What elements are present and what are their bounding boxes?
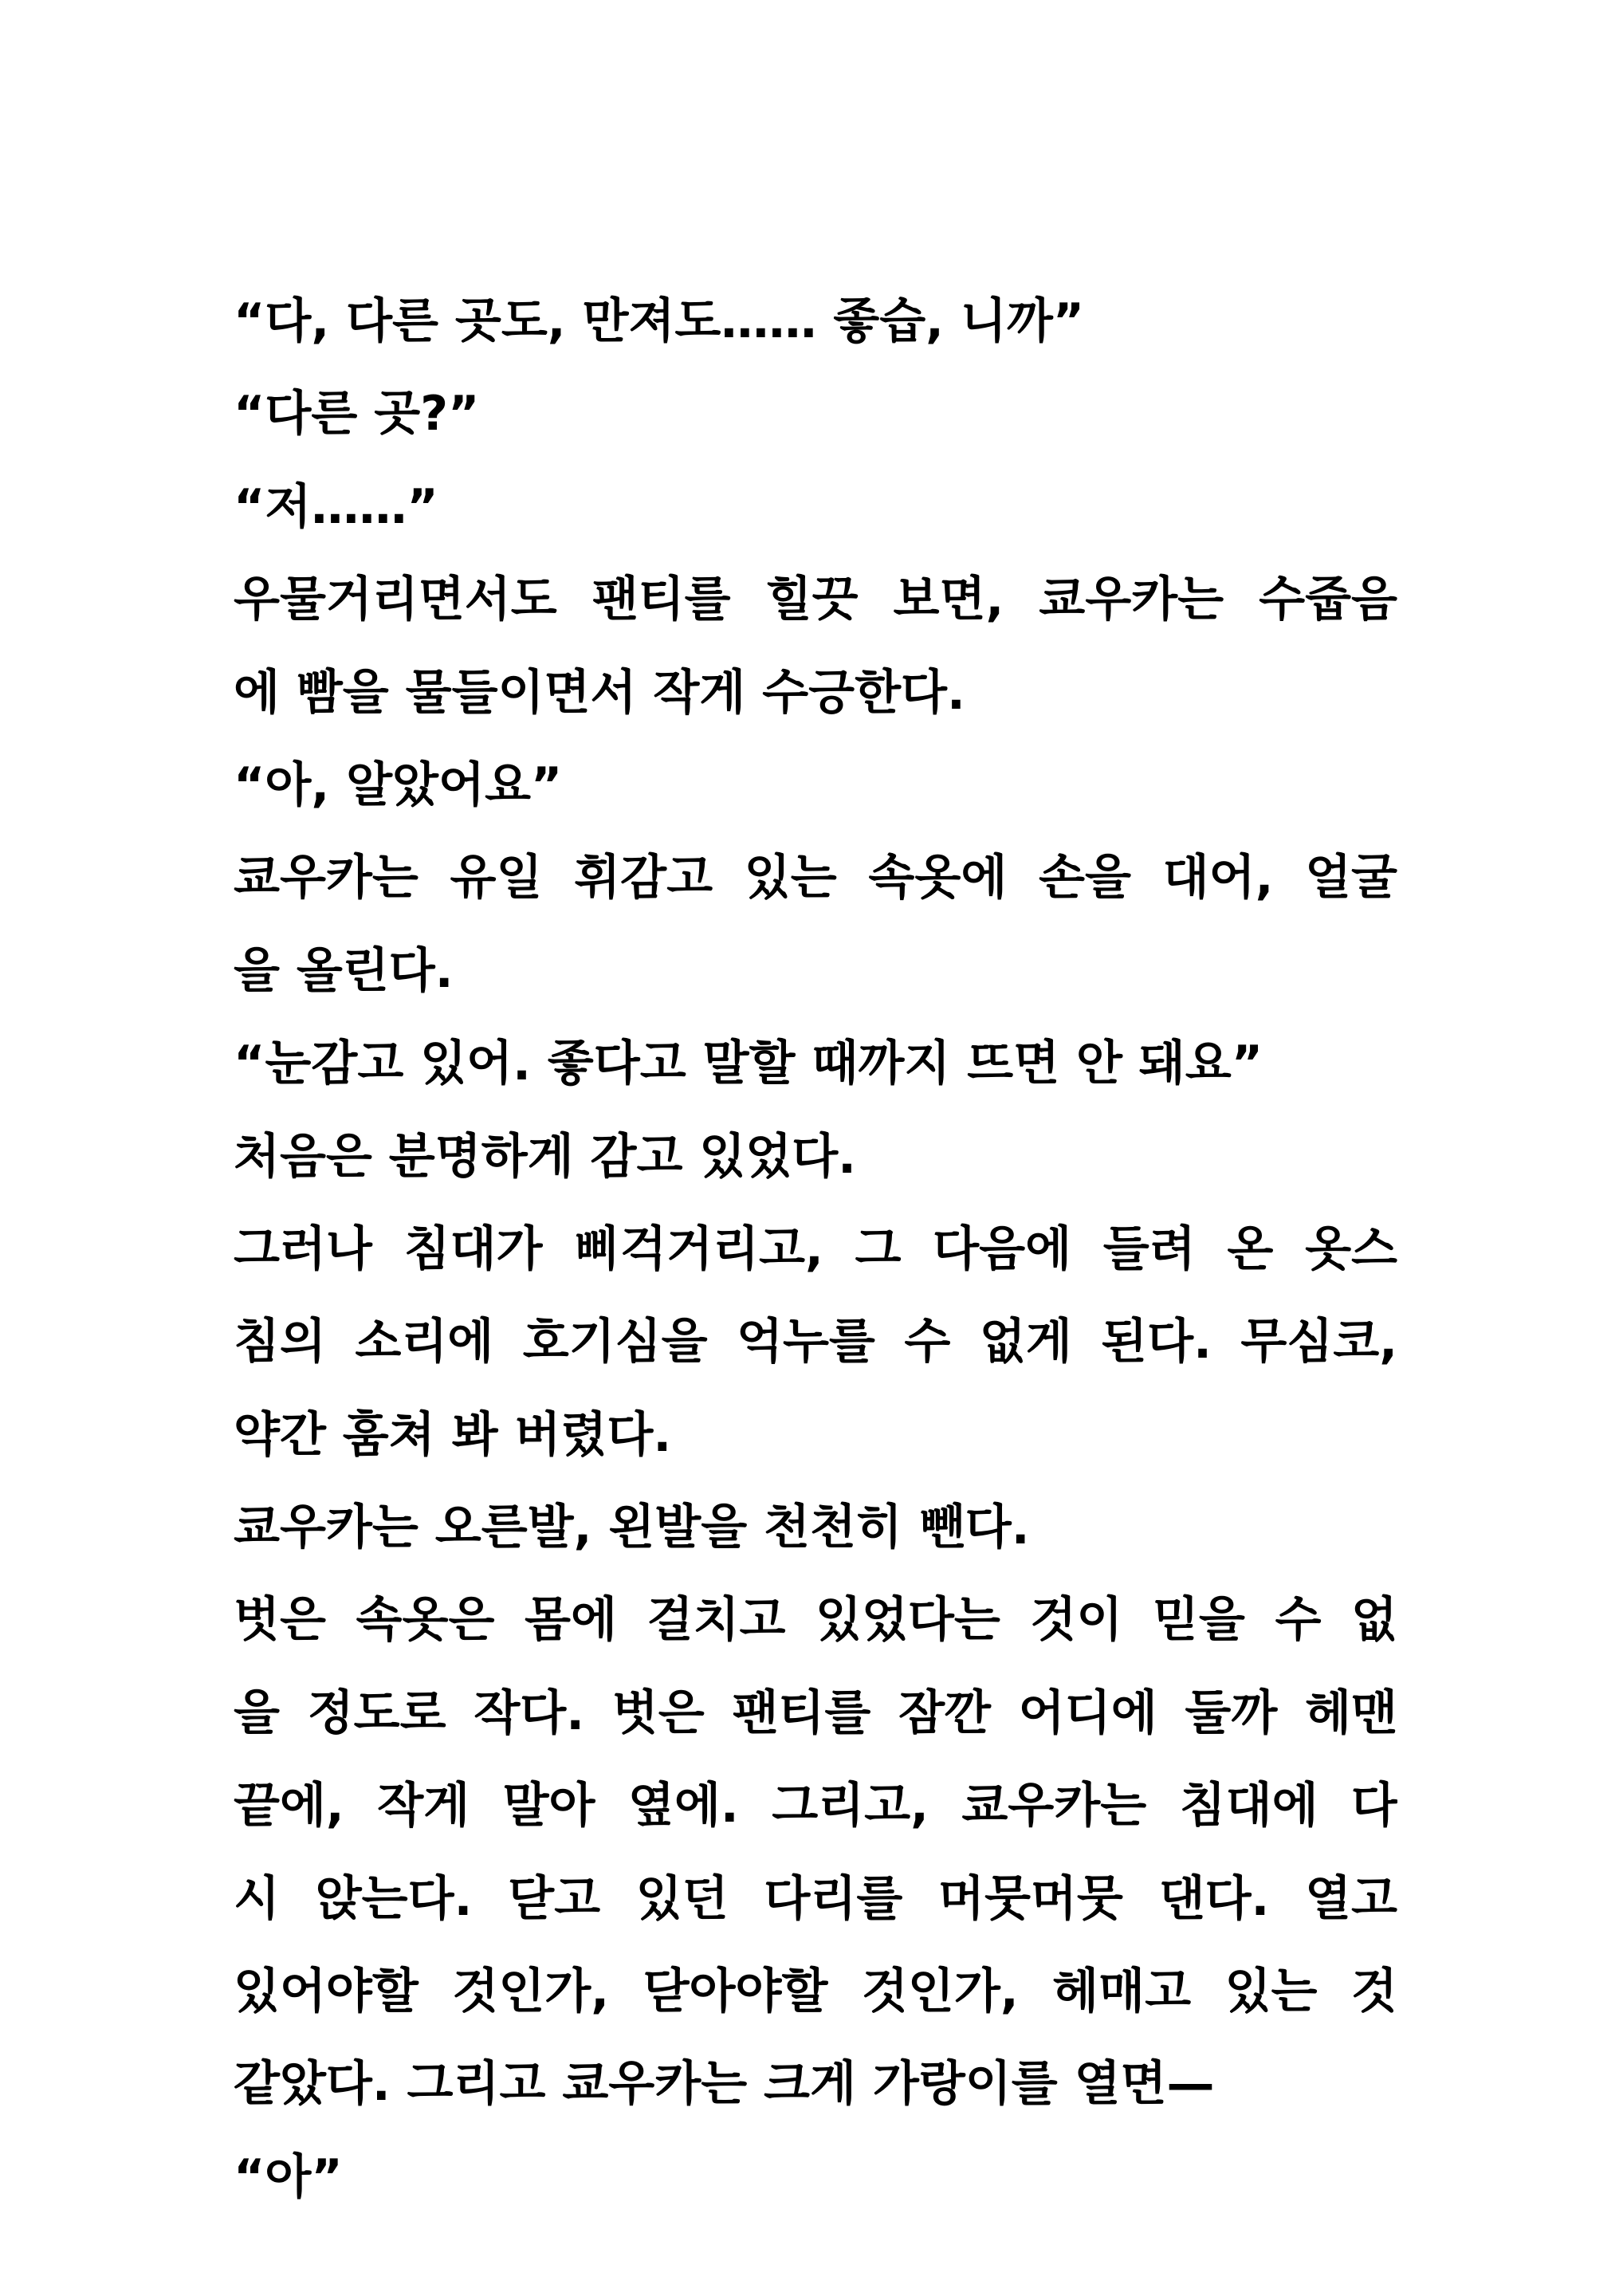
- text-line: 있어야할 것인가, 닫아야할 것인가, 헤매고 있는 것: [234, 1964, 1397, 2020]
- text-line: “눈감고 있어. 좋다고 말할 때까지 뜨면 안 돼요”: [234, 1036, 1263, 1092]
- text-line: 우물거리면서도 팬티를 힐끗 보면, 쿄우카는 수줍음: [234, 572, 1397, 628]
- text-line: 같았다. 그리고 쿄우카는 크게 가랑이를 열면—: [234, 2056, 1215, 2113]
- text-line: “아”: [234, 2149, 343, 2205]
- text-line: “다, 다른 곳도, 만져도…… 좋습, 니까”: [234, 293, 1085, 349]
- text-line: 시 앉는다. 닫고 있던 다리를 머뭇머뭇 댄다. 열고: [234, 1870, 1397, 1927]
- text-line: 을 정도로 작다. 벗은 팬티를 잠깐 어디에 둘까 헤맨: [234, 1685, 1397, 1741]
- text-line: 을 올린다.: [234, 942, 454, 999]
- text-line: 끝에, 작게 말아 옆에. 그리고, 쿄우카는 침대에 다: [234, 1778, 1397, 1834]
- text-line: 쿄우카는 유일 휘감고 있는 속옷에 손을 대어, 얼굴: [234, 850, 1397, 906]
- body-text: [234, 275, 1397, 2223]
- text-line: “저……”: [234, 478, 438, 535]
- text-line: 벗은 속옷은 몸에 걸치고 있었다는 것이 믿을 수 없: [234, 1592, 1397, 1649]
- text-line: 에 빰을 물들이면서 작게 수긍한다.: [234, 664, 965, 721]
- text-line: 그러나 침대가 삐걱거리고, 그 다음에 들려 온 옷스: [234, 1221, 1397, 1277]
- text-line: 쿄우카는 오른발, 왼발을 천천히 뺀다.: [234, 1500, 1030, 1556]
- text-line: 약간 훔쳐 봐 버렸다.: [234, 1406, 672, 1463]
- text-line: “다른 곳?”: [234, 386, 480, 442]
- text-line: “아, 알았어요”: [234, 757, 563, 813]
- text-line: 침의 소리에 호기심을 억누를 수 없게 된다. 무심코,: [234, 1314, 1397, 1370]
- text-line: 처음은 분명하게 감고 있었다.: [234, 1128, 856, 1185]
